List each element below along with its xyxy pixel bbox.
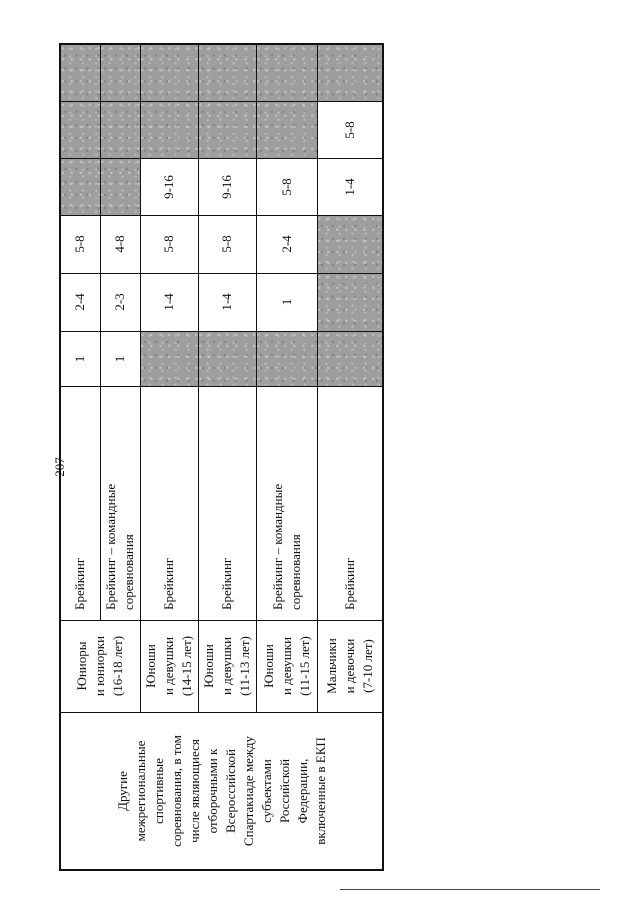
cell-r3-v2	[140, 273, 198, 331]
age-group-line: и девушки	[219, 636, 234, 696]
cell-r3-v3-text: 5-8	[161, 235, 176, 253]
cell-r1-v5	[60, 101, 100, 158]
cell-r5-v5	[256, 101, 317, 158]
cell-r3-v4	[140, 158, 198, 215]
cell-r1-v3	[60, 215, 100, 273]
table-row-competition	[60, 712, 383, 870]
discipline-text-r1	[71, 396, 89, 610]
age-group-line: и девушки	[278, 636, 294, 696]
discipline-line: Брейкинг – командные	[103, 483, 118, 610]
cell-r5-v4	[256, 158, 317, 215]
cell-r3-v5	[140, 101, 198, 158]
competition-line: Федерации,	[294, 758, 310, 824]
age-group-text-3	[200, 636, 254, 696]
cell-r2-v4	[100, 158, 140, 215]
cell-r4-v3-text: 5-8	[219, 235, 234, 253]
cell-r4-v3	[198, 215, 256, 273]
discipline-line: соревнования	[121, 534, 136, 610]
discipline-line: соревнования	[287, 534, 303, 610]
age-group-line: (16-18 лет)	[110, 635, 126, 697]
table-row-v3	[60, 215, 383, 273]
discipline-line: Брейкинг	[161, 557, 176, 610]
age-group-line: Юноши	[143, 644, 158, 688]
discipline-text-r2	[102, 396, 138, 610]
cell-r2-v3-text: 4-8	[112, 235, 127, 253]
age-group-line: и девочки	[341, 638, 357, 694]
discipline-line: Брейкинг	[341, 557, 357, 610]
cell-r4-v4	[198, 158, 256, 215]
table-row-v4	[60, 158, 383, 215]
cell-r2-v6	[100, 44, 140, 101]
cell-r2-v1-text: 1	[112, 355, 127, 362]
age-group-line: (7-10 лет)	[359, 639, 375, 693]
discipline-cell-r4	[198, 386, 256, 620]
discipline-line: Брейкинг	[219, 557, 234, 610]
competition-line: включенные в ЕКП	[312, 736, 328, 845]
cell-r4-v4-text: 9-16	[219, 174, 234, 199]
cell-r3-v3	[140, 215, 198, 273]
cell-r6-v6	[317, 44, 383, 101]
competition-line: отборочными к	[204, 748, 220, 834]
cell-r5-v3	[256, 215, 317, 273]
table-row-v5	[60, 101, 383, 158]
cell-r2-v2	[100, 273, 140, 331]
cell-r2-v1	[100, 331, 140, 386]
cell-r3-v4-text: 9-16	[161, 174, 176, 199]
age-group-line: Мальчики	[323, 638, 339, 694]
cell-r4-v2	[198, 273, 256, 331]
competition-line: межрегиональные	[132, 740, 148, 842]
cell-r6-v5-text: 5-8	[341, 120, 357, 139]
cell-r1-v6	[60, 44, 100, 101]
table-row-v6	[60, 44, 383, 101]
discipline-text-r6	[341, 396, 359, 610]
discipline-cell-r6	[317, 386, 383, 620]
page-number-text: 207	[52, 457, 67, 477]
cell-r4-v1	[198, 331, 256, 386]
cell-r1-v2	[60, 273, 100, 331]
age-group-line: (11-13 лет)	[237, 636, 252, 696]
age-group-cell-2	[140, 620, 198, 712]
cell-r6-v4-text: 1-4	[341, 177, 357, 196]
cell-r6-v2	[317, 273, 383, 331]
table-row-age-group	[60, 620, 383, 712]
competition-cell	[60, 712, 383, 870]
cell-r4-v6	[198, 44, 256, 101]
cell-r5-v3-text: 2-4	[278, 235, 294, 253]
age-group-line: Юноши	[260, 644, 276, 688]
table-row-v1	[60, 331, 383, 386]
age-group-line: и юниорки	[92, 635, 108, 697]
cell-r6-v1	[317, 331, 383, 386]
cell-r5-v2	[256, 273, 317, 331]
cell-r6-v4	[317, 158, 383, 215]
cell-r6-v5	[317, 101, 383, 158]
table-row-v2	[60, 273, 383, 331]
discipline-cell-r1	[60, 386, 100, 620]
discipline-cell-r5	[256, 386, 317, 620]
table-row-discipline	[60, 386, 383, 620]
competition-line: Спартакиаде между	[240, 735, 256, 846]
competition-line: субъектами	[258, 758, 274, 823]
competition-line: соревнования, в том	[168, 734, 184, 847]
age-group-cell-5	[317, 620, 383, 712]
cell-r5-v4-text: 5-8	[278, 177, 294, 196]
cell-r2-v2-text: 2-3	[112, 293, 127, 311]
age-group-text-1	[73, 636, 127, 696]
cell-r5-v1	[256, 331, 317, 386]
cell-r4-v5	[198, 101, 256, 158]
cell-r5-v6	[256, 44, 317, 101]
age-group-line: и девушки	[161, 636, 176, 696]
rank-table	[59, 43, 384, 871]
discipline-text-r5	[269, 396, 305, 610]
cell-r1-v1	[60, 331, 100, 386]
cell-r4-v2-text: 1-4	[219, 293, 234, 311]
page-bottom-rule	[340, 889, 600, 890]
cell-r1-v3-text: 5-8	[72, 235, 88, 253]
competition-line: спортивные	[150, 757, 166, 824]
discipline-line: Брейкинг	[72, 557, 88, 610]
age-group-cell-3	[198, 620, 256, 712]
age-group-cell-4	[256, 620, 317, 712]
competition-line: Всероссийской	[222, 748, 238, 833]
cell-r1-v1-text: 1	[72, 355, 88, 362]
competition-line: Российской	[276, 758, 292, 823]
age-group-line: (11-15 лет)	[296, 636, 312, 696]
cell-r2-v5	[100, 101, 140, 158]
age-group-line: Юниоры	[74, 641, 90, 691]
competition-text	[114, 735, 330, 847]
age-group-text-2	[142, 636, 196, 696]
discipline-cell-r2	[100, 386, 140, 620]
competition-line: Другие	[114, 770, 130, 811]
cell-r3-v1	[140, 331, 198, 386]
discipline-text-r3	[160, 396, 178, 610]
cell-r1-v4	[60, 158, 100, 215]
age-group-text-4	[260, 636, 314, 696]
age-group-line: Юноши	[201, 644, 216, 688]
cell-r3-v2-text: 1-4	[161, 293, 176, 311]
age-group-cell-1	[60, 620, 140, 712]
age-group-line: (14-15 лет)	[179, 635, 194, 697]
discipline-text-r4	[218, 396, 236, 610]
cell-r5-v2-text: 1	[278, 298, 294, 306]
discipline-cell-r3	[140, 386, 198, 620]
age-group-text-5	[323, 638, 377, 694]
cell-r2-v3	[100, 215, 140, 273]
cell-r6-v3	[317, 215, 383, 273]
competition-line: числе являющиеся	[186, 738, 202, 843]
cell-r3-v6	[140, 44, 198, 101]
cell-r1-v2-text: 2-4	[72, 293, 88, 311]
discipline-line: Брейкинг – командные	[269, 483, 285, 610]
